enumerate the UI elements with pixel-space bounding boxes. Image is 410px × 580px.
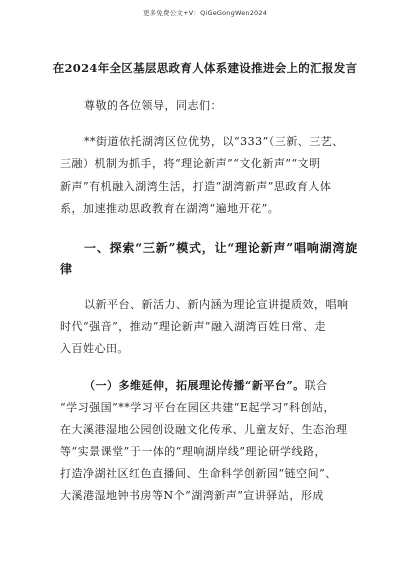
subsection-1-line-6: 大溪港湿地钟书房等N个“湖湾新声”宣讲驿站，形成 (60, 489, 324, 502)
subsection-1-line-2: “学习强国”**学习平台在园区共建“E起学习”科创站， (60, 401, 336, 414)
subsection-1-heading: （一）多维延伸，拓展理论传播“新平台”。 (84, 379, 305, 392)
subsection-1-line-1 (84, 377, 328, 393)
section-1-para-line-1: 以新平台、新活力、新内涵为理论宣讲提质效，唱响 (84, 298, 349, 311)
intro-line-3: 新声”有机融入湖湾生活，打造“湖湾新声”思政育人体 (60, 180, 332, 193)
section-1-heading-line-1: 一、探索“三新”模式，让“理论新声”唱响湖湾旋 (84, 241, 359, 255)
intro-line-4: 系，加速推动思政教育在湖湾“遍地开花”。 (60, 202, 280, 215)
greeting: 尊敬的各位领导，同志们： (84, 99, 222, 112)
section-1-heading-line-2: 律 (60, 262, 73, 276)
intro-line-1: **街道依托湖湾区位优势，以“333”（三新、三艺、 (84, 135, 344, 148)
section-1-para-line-2: 时代“强音”，推动“理论新声”融入湖湾百姓日常、走 (60, 320, 326, 333)
subsection-1-line-4: 等“实景课堂”于一体的“理响湖岸线”理论研学线路， (60, 445, 326, 458)
intro-line-2: 三融）机制为抓手，将“理论新声”“文化新声”“文明 (60, 157, 321, 170)
header-note: 更多免费公文+V：QiGeGongWen2024 (142, 9, 268, 17)
document-title: 在2024年全区基层思政育人体系建设推进会上的汇报发言 (52, 61, 358, 75)
subsection-1-line-1-tail: 联合 (304, 379, 328, 392)
section-1-para-line-3: 入百姓心田。 (60, 342, 129, 355)
subsection-1-line-5: 打造净湖社区红色直播间、生命科学创新园“链空间”、 (60, 467, 337, 480)
subsection-1-line-3: 在大溪港湿地公园创设融文化传承、儿童友好、生态治理 (60, 423, 348, 436)
